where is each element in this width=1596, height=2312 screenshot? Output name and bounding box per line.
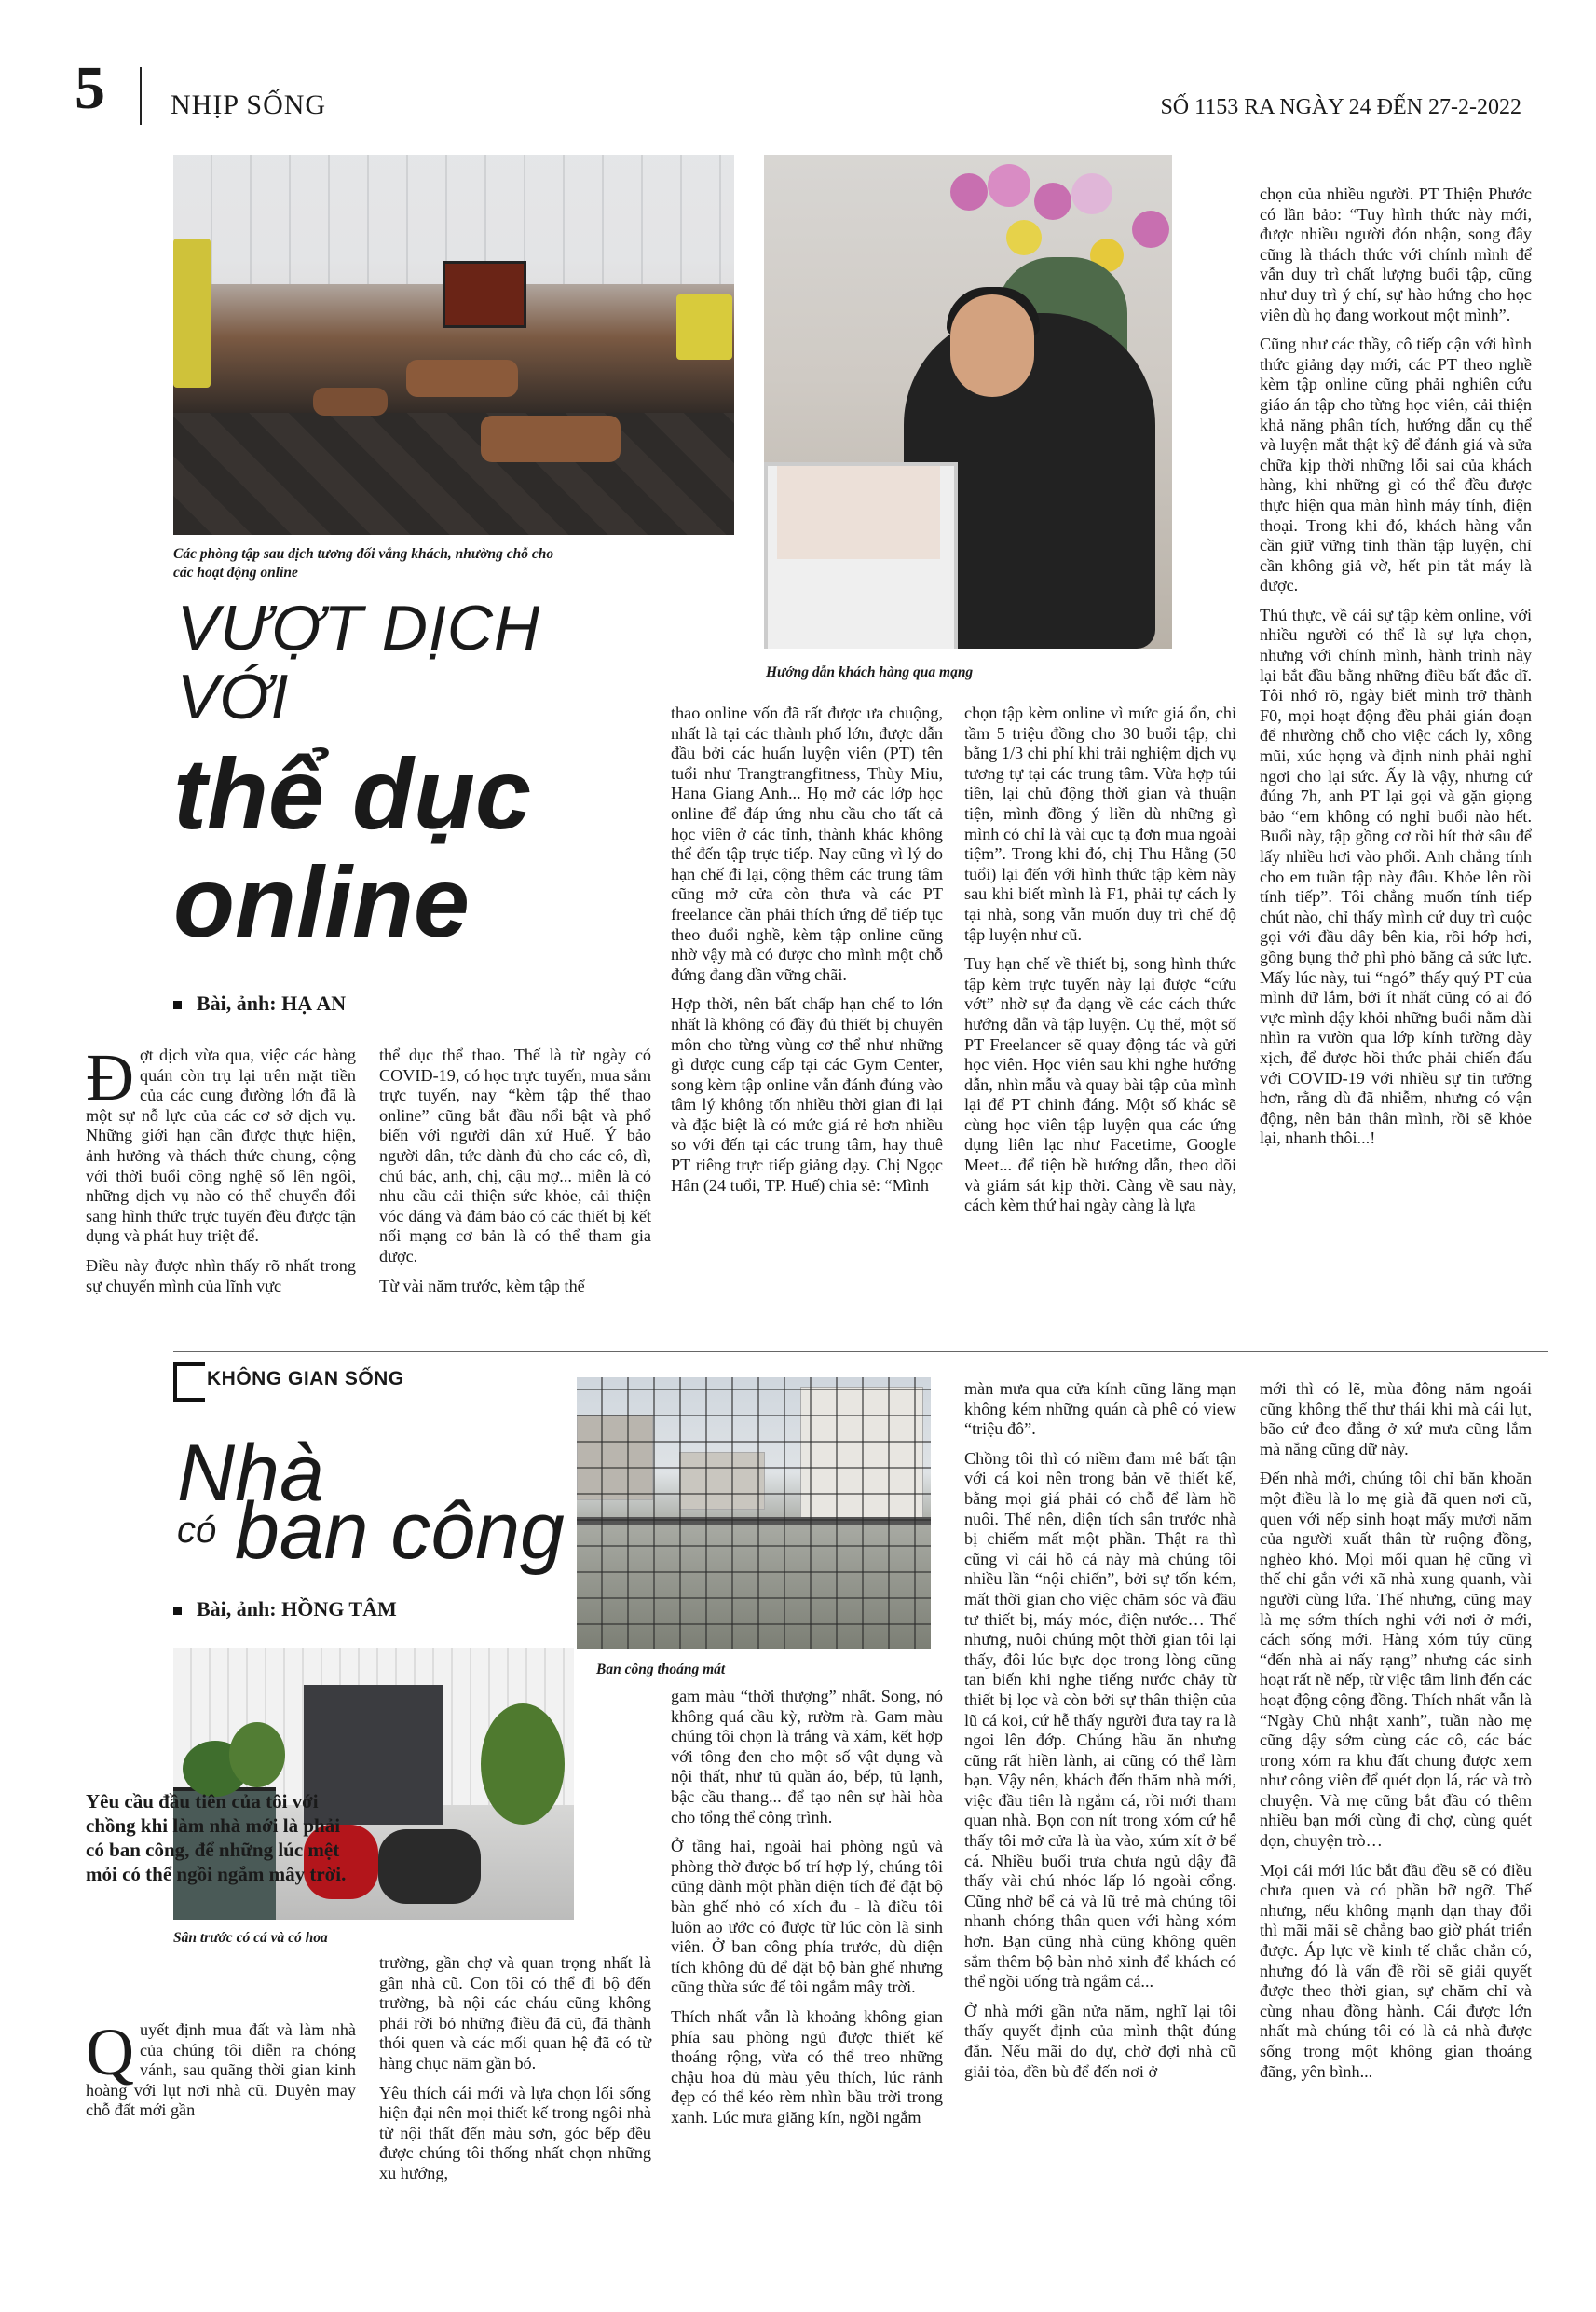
article1-title-line2: VỚI bbox=[177, 662, 289, 732]
article2-column-5: mới thì có lẽ, mùa đông năm ngoái cũng không thể thư thái khi mà cái lụt, bão cứ đeo đẳng ở xứ mưa cũng lắm mà nắng cũng dữ này. Đến nhà mới, chúng tôi chỉ băn khoăn một điều là lo mẹ già đã quen nơi cũ, quen với nếp sinh hoạt mấy mươi năm của người xuất thân từ ruộng đồng, nghèo khó. Mọi mối quan hệ cũng vì thế chỉ gắn với xã nhà xung quanh, vài người cùng lứa. Thế nhưng, cũng may là mẹ sớm thích nghi với nơi ở mới, cách sống mới. Hàng xóm túy cũng “đến nhà ai nấy rạng” nhưng các sinh hoạt rất nề nếp, từ việc tâm linh đến các hoạt động cộng đồng. Thích nhất vẫn là “Ngày Chủ nhật xanh”, tuần nào mẹ cũng dậy sớm cùng các cô, các bác trong xóm ra khu đất chung được xem như công viên để quét dọn lá, rác và trò chuyện. Và mẹ cũng bắt đầu có thêm nhiều bạn mới cùng đi chợ, cùng quét dọn, chuyện trò… Mọi cái mới lúc bắt đầu đều sẽ có điều chưa quen và có phần bỡ ngỡ. Thế nhưng, nếu không mạnh dạn thay đổi thì mãi mãi sẽ chẳng bao giờ phát triển được. Áp lực về kinh tế chắc chắn có, nhưng đó là vấn đề rồi sẽ giải quyết được theo thời gian, sự chăm chỉ và cùng nhau đồng hành. Cái được lớn nhất mà chúng tôi có là cả nhà được sống trong một không gian thoáng đãng, yên bình... bbox=[1260, 1379, 1532, 2081]
drop-cap: Q bbox=[86, 2015, 134, 2089]
section-divider bbox=[173, 1351, 1548, 1352]
article2-title-line2: ban công bbox=[235, 1486, 565, 1576]
page-number: 5 bbox=[75, 54, 105, 122]
gym-photo-caption: Các phòng tập sau dịch tương đối vắng khách, nhường chỗ cho các hoạt động online bbox=[173, 546, 554, 581]
article2-column-2: trường, gần chợ và quan trọng nhất là gần nhà cũ. Con tôi có thể đi bộ đến trường, bà nội các cháu cũng không phải rời bỏ những điều đã cũ, đã thành thói quen và các mối quan hệ đã có từ hàng chục năm gần bó. Yêu thích cái mới và lựa chọn lối sống hiện đại nên mọi thiết kế trong ngôi nhà từ nội thất đến màu sơn, góc bếp đều được chúng tôi thống nhất chọn những xu hướng, bbox=[379, 1953, 651, 2182]
bullet-square-icon bbox=[173, 1001, 182, 1009]
header-divider bbox=[140, 67, 142, 125]
author-name: HẠ AN bbox=[281, 992, 347, 1015]
author-name: HỒNG TÂM bbox=[281, 1597, 397, 1621]
article1-byline: Bài, ảnh: HẠ AN bbox=[173, 992, 346, 1016]
article1-column-5: chọn của nhiều người. PT Thiện Phước có lần bảo: “Tuy hình thức này mới, được nhiều người đón nhận, song đây cũng là thách thức với chính mình để vẫn duy trì chất lượng buổi tập, cũng như duy trì ý chí, sự hào hứng cho học viên dù họ đang workout một mình”. Cũng như các thầy, cô tiếp cận với hình thức giảng dạy mới, các PT theo nghề kèm tập online cũng phải nghiên cứu giáo án tập cho từng học viên, cải thiện khả năng phân tích, hướng dẫn cụ thể và luyện mắt thật kỹ để đánh giá và sửa chữa kịp thời những lỗi sai của khách hàng, khi những gì có thể đều được thực hiện qua màn hình máy tính, điện thoại. Trong khi đó, khách hàng vẫn cần giữ vững tinh thần tập luyện, chỉ cần không giả vờ, hết pin tắt máy là được. Thú thực, về cái sự tập kèm online, với nhiều người có thể là sự lựa chọn, nhưng với chính mình, hành trình này lại bắt đầu bằng những điều bất đắc dĩ. Tôi nhớ rõ, ngày biết mình trở thành F0, mọi hoạt động đều phải gián đoạn để nhường chỗ cho việc cách ly, xông mũi, xúc họng và định ninh phải nghỉ ngơi cho lại sức. Ấy là vậy, nhưng cứ đúng 7h, anh PT lại gọi và gặn giọng bảo “em không có nghỉ buổi nào hết. Buổi này, tập gồng cơ rồi hít thở sâu để lấy nhiều hơi vào phổi. Anh chẳng tính cho em tuần tập này đâu. Khỏe lên rồi tính tiếp”. Tôi chẳng muốn tính tiếp chút nào, chỉ thấy mình cứ duy trì cuộc gọi với đầu dây bên kia, rồi hớp hơi, gồng bụng thở phì phò bằng cả sức lực. Mấy lúc này, tui “ngó” thấy quý PT của mình dữ lắm, bởi ít nhất cũng có ai đó vực mình dậy khỏi những buổi nằm dài nhìn ra vườn qua lớp kính tường dày xịch, để được hồi thức phải chiến đấu với COVID-19 với nhiều sự tin tưởng hơn, rằng dù đã nhiễm, nhưng có vận động, nên bản thân mình, rồi sẽ khỏe lại, nhanh thôi...! bbox=[1260, 185, 1532, 1148]
balcony-photo bbox=[577, 1377, 931, 1649]
online-training-photo bbox=[764, 155, 1172, 649]
issue-info: SỐ 1153 RA NGÀY 24 ĐẾN 27-2-2022 bbox=[1160, 95, 1521, 119]
section-bracket-icon bbox=[173, 1362, 205, 1402]
article2-column-1: Quyết định mua đất và làm nhà của chúng tôi diễn ra chóng vánh, sau quãng thời gian kinh hoàng với lụt nơi nhà cũ. Duyên may chỗ đất mới gần bbox=[86, 2015, 356, 2120]
article2-column-3: gam màu “thời thượng” nhất. Song, nó không quá cầu kỳ, rườm rà. Gam màu chúng tôi chọn là trắng và xám, kết hợp với tông đen cho một số vật dụng và nội thất, như tủ quần áo, bếp, tủ lạnh, bậc cầu thang... để tạo nên sự hài hòa cho tổng thể công trình. Ở tầng hai, ngoài hai phòng ngủ và phòng thờ được bố trí hợp lý, chúng tôi cũng dành một phần diện tích để đặt bộ bàn ghế nhỏ có xích đu - là điều tôi luôn ao ước có được từ lúc còn là sinh viên. Ở ban công phía trước, dù diện tích không đủ để đặt bộ bàn ghế nhưng cũng thừa sức để tôi ngắm mây trời. Thích nhất vẫn là khoảng không gian phía sau phòng ngủ được thiết kế thoáng rộng, vừa có thể treo những chậu hoa đủ màu yêu thích, lúc rảnh đẹp có thể kéo rèm nhìn bầu trời trong xanh. Lúc mưa giăng kín, ngồi ngắm bbox=[671, 1687, 943, 2127]
article2-column-4: màn mưa qua cửa kính cũng lãng mạn không kém những quán cà phê có view “triệu đô”. Chồng tôi thì có niềm đam mê bất tận với cá koi nên trong bản vẽ thiết kế, bằng mọi giá phải có chỗ để làm hồ nuôi. Thế nên, diện tích sân trước nhà bị chiếm mất một phần. Thật ra thì cũng vì cái hồ cá này mà chúng tôi nhiều lần “nội chiến”, bởi sự tốn kém, mất thời gian cho việc chăm sóc và đầu tư thiết bị, máy móc, điện nước… Thế nhưng, nuôi chúng một thời gian tôi lại thấy, đôi lúc bực dọc trong lòng cũng tan biến khi nghe tiếng nước chảy từ thiết bị lọc và còn bởi sự thân thiện của lũ cá koi, cứ hễ thấy người đưa tay ra là ngoi lên đớp. Chúng hầu ăn nhưng cũng rất hiền lành, ai cũng có thể làm bạn. Vậy nên, khách đến thăm nhà mới, việc đầu tiên là ngắm cá, rồi mới tham quan nhà. Bọn con nít trong xóm cứ hễ thấy tôi mở cửa là ùa vào, xúm xít ở bể cá. Nhiều buổi trưa chưa ngủ dậy đã thấy vài chú nhóc lấp ló ngoài cổng. Cũng nhờ bể cá và lũ trẻ mà chúng tôi nhanh chóng thân quen với hàng xóm hơn. Bạn cũng nhà cũng không quên sắm thêm bộ bàn nhỏ xinh để khách có thể ngồi uống trà ngắm cá... Ở nhà mới gần nửa năm, nghĩ lại tôi thấy quyết định của mình thật đúng đắn. Nếu mãi do dự, chờ đợi nhà cũ giải tỏa, đền bù để đến nơi ở bbox=[964, 1379, 1236, 2081]
article1-column-1: Đợt dịch vừa qua, việc các hàng quán còn trụ lại trên mặt tiền của các cung đường lớn đã là một sự nỗ lực của các cơ sở dịch vụ. Những giới hạn cần được thực hiện, ảnh hưởng và thách thức chung, cộng với thời buổi công nghệ số lên ngôi, những dịch vụ nào có thể chuyển đổi sang hình thức trực tuyến đều được tận dụng và phát huy triệt để. Điều này được nhìn thấy rõ nhất trong sự chuyển mình của lĩnh vực bbox=[86, 1040, 356, 1295]
article1-column-4: chọn tập kèm online vì mức giá ổn, chỉ tầm 5 triệu đồng cho 30 buổi tập, chỉ bằng 1/3 chi phí khi trải nghiệm dịch vụ tương tự tại các trung tâm. Vừa hợp túi tiền, lại chủ động thời gian và thuận tiện, mình đồng ý liền dù những gì mình có chỉ là vài cục tạ đơn mua ngoài tiệm”. Trong khi đó, chị Thu Hằng (50 tuổi) lại đến với hình thức tập kèm này sau khi biết mình là F1, phải tự cách ly tại nhà, song vẫn muốn duy trì chế độ tập luyện như cũ. Tuy hạn chế về thiết bị, song hình thức tập kèm trực tuyến này lại được “cứu vớt” nhờ sự đa dạng về các cách thức hướng dẫn và tập luyện. Cụ thể, một số PT Freelancer sẽ quay động tác và gửi học viên. Học viên sau khi nghe hướng dẫn, nhìn mẫu và quay bài tập của mình lại để PT chỉnh đáng. Một số khác sẽ cùng học viên tập luyện qua các ứng dụng liên lạc như Facetime, Google Meet... để tiện bề hướng dẫn, theo dõi và giám sát kịp thời. Càng về sau này, cách kèm thứ hai ngày càng là lựa bbox=[964, 704, 1236, 1215]
article1-title-line3: thể dục bbox=[173, 737, 532, 850]
online-photo-caption: Hướng dẫn khách hàng qua mạng bbox=[766, 664, 974, 680]
article2-byline: Bài, ảnh: HỒNG TÂM bbox=[173, 1597, 397, 1621]
article2-lead: Yêu cầu đầu tiên của tôi với chồng khi làm nhà mới là phải có ban công, để những lúc mệt mỏi có thể ngồi ngắm mây trời. bbox=[86, 1790, 347, 1885]
article2-title-small: có bbox=[177, 1510, 217, 1551]
gym-photo bbox=[173, 155, 734, 535]
balcony-photo-caption: Ban công thoáng mát bbox=[596, 1662, 726, 1677]
article2-title-line1: Nhà bbox=[177, 1429, 324, 1518]
article1-title-line1: VƯỢT DỊCH bbox=[177, 593, 541, 664]
article1-column-2: thể dục thể thao. Thế là từ ngày có COVID-19, có học trực tuyến, mua sắm trực tuyến, nay “kèm tập thể thao online” cũng bắt đầu nổi bật và phổ biến với người dân xứ Huế. Ý bảo người dân, tức dành đủ cho các cô, dì, chú bác, anh, chị, cậu mợ... miễn là có nhu cầu cải thiện sức khỏe, cải thiện vóc dáng và đảm bảo có các thiết bị kết nối mạng cơ bản là có thể tham gia được. Từ vài năm trước, kèm tập thể bbox=[379, 1046, 651, 1295]
section-title: NHỊP SỐNG bbox=[171, 89, 327, 120]
bullet-square-icon bbox=[173, 1607, 182, 1615]
drop-cap: Đ bbox=[86, 1040, 134, 1115]
section-label: KHÔNG GIAN SỐNG bbox=[207, 1368, 404, 1389]
article1-column-3: thao online vốn đã rất được ưa chuộng, nhất là tại các thành phố lớn, được dẫn đầu bởi các huấn luyện viên (PT) tên tuổi như Trangtrangfitness, Thùy Miu, Hana Giang Anh... Họ mở các lớp học online để đáp ứng nhu cầu cho tất cả học viên ở các tỉnh, thành khác không thể đến tập trực tiếp. Nay cũng vì lý do hạn chế đi lại, cộng thêm các trung tâm cũng mở cửa còn thưa và các PT freelance cần phải thích ứng để tiếp tục theo đuổi nghề, kèm tập online cũng nhờ vậy mà có được cho mình một chỗ đứng đang dần vững chãi. Hợp thời, nên bất chấp hạn chế to lớn nhất là không có đầy đủ thiết bị chuyên môn cho từng vùng cơ thể như những gì được cung cấp tại các Gym Center, song kèm tập online vẫn đánh đúng vào tâm lý không tốn nhiều thời gian đi lại và đặc biệt là có mức giá rẻ hơn nhiều so với đến tại các trung tâm, hay thuê PT riêng trực tiếp giảng dạy. Chị Ngọc Hân (24 tuổi, TP. Huế) chia sẻ: “Mình bbox=[671, 704, 943, 1195]
article1-title-line4: online bbox=[173, 845, 470, 958]
yard-photo-caption: Sân trước có cá và có hoa bbox=[173, 1930, 328, 1946]
